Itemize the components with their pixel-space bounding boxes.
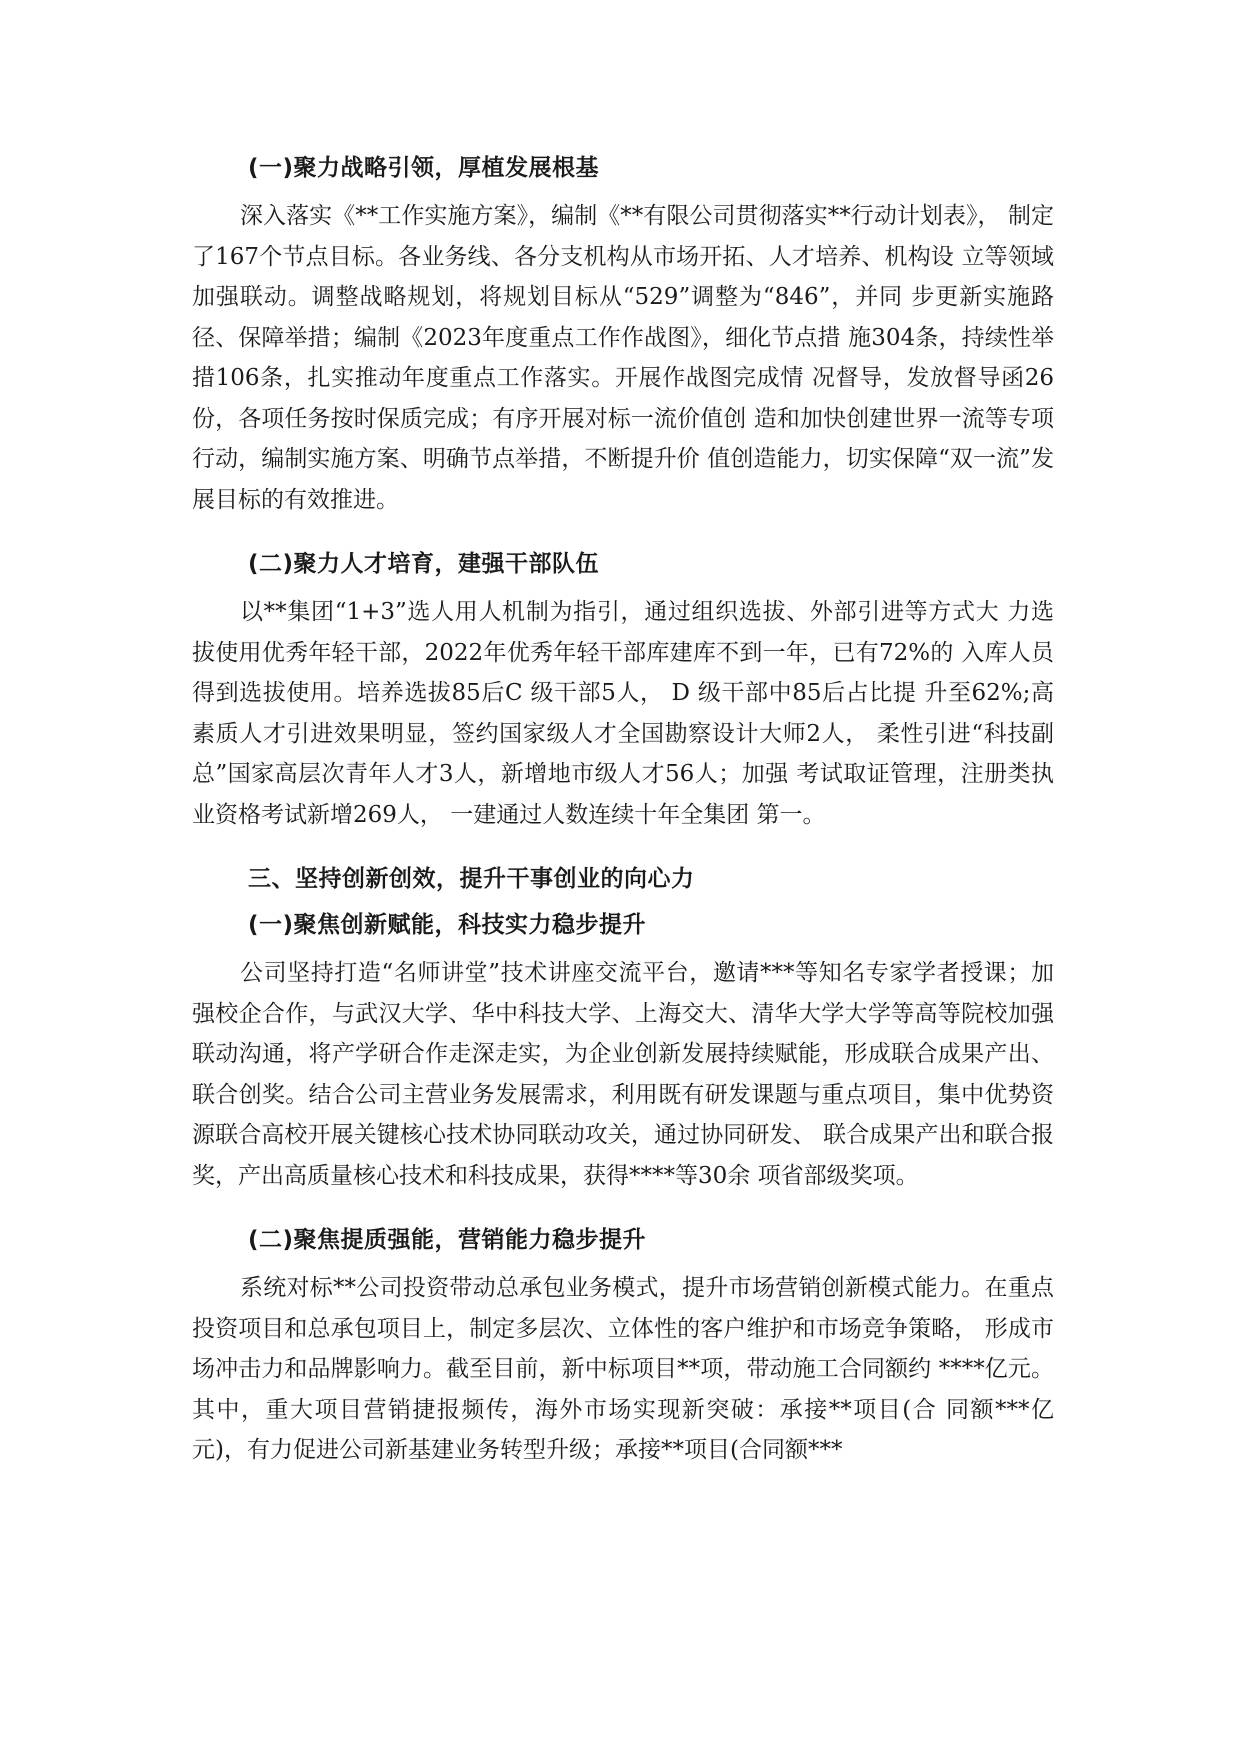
section-heading-marketing: (二)聚焦提质强能，营销能力稳步提升 <box>248 1227 647 1253</box>
section-body-strategy: 深入落实《**工作实施方案》，编制《**有限公司贯彻落实**行动计划表》， 制定了167个节点目标。各业务线、各分支机构从市场开拓、人才培养、机构设 立等领域加强联动。调整战略规划，将规划目标从“529”调整为“846”，并同 步更新实施路径、保障举措；编制《2023年度重点工作作战图》，细化节点措 施304条，持续性举措106条，扎实推动年度重点工作落实。开展作战图完成情 况督导，发放督导函26份，各项任务按时保质完成；有序开展对标一流价值创 造和加快创建世界一流等专项行动，编制实施方案、明确节点举措，不断提升价 值创造能力，切实保障“双一流”发展目标的有效推进。 <box>192 203 1054 513</box>
document-content <box>192 148 1054 1495</box>
section-heading-strategy: (一)聚力战略引领，厚植发展根基 <box>248 155 600 181</box>
section-body-tech: 公司坚持打造“名师讲堂”技术讲座交流平台，邀请***等知名专家学者授课；加强校企合作，与武汉大学、华中科技大学、上海交大、清华大学大学等高等院校加强联动沟通，将产学研合作走深走实，为企业创新发展持续赋能，形成联合成果产出、联合创奖。结合公司主营业务发展需求，利用既有研发课题与重点项目，集中优势资源联合高校开展关键核心技术协同联动攻关，通过协同研发、 联合成果产出和联合报奖，产出高质量核心技术和科技成果，获得****等30余 项省部级奖项。 <box>192 960 1054 1189</box>
section-body-marketing: 系统对标**公司投资带动总承包业务模式，提升市场营销创新模式能力。在重点投资项目和总承包项目上，制定多层次、立体性的客户维护和市场竞争策略， 形成市场冲击力和品牌影响力。截至目前，新中标项目**项，带动施工合同额约 ****亿元。其中，重大项目营销捷报频传，海外市场实现新突破：承接**项目(合 同额***亿元)，有力促进公司新基建业务转型升级；承接**项目(合同额*** <box>192 1275 1054 1463</box>
section-body-talent: 以**集团“1+3”选人用人机制为指引，通过组织选拔、外部引进等方式大 力选拔使用优秀年轻干部，2022年优秀年轻干部库建库不到一年，已有72%的 入库人员得到选拔使用。培养选拔85后C 级干部5人， D 级干部中85后占比提 升至62%;高素质人才引进效果明显，签约国家级人才全国勘察设计大师2人， 柔性引进“科技副总”国家高层次青年人才3人，新增地市级人才56人；加强 考试取证管理，注册类执业资格考试新增269人， 一建通过人数连续十年全集团 第一。 <box>192 599 1054 828</box>
section-heading-talent: (二)聚力人才培育，建强干部队伍 <box>248 551 600 577</box>
main-heading-innovation: 三、坚持创新创效，提升干事创业的向心力 <box>248 866 695 892</box>
section-heading-tech: (一)聚焦创新赋能，科技实力稳步提升 <box>248 912 647 938</box>
